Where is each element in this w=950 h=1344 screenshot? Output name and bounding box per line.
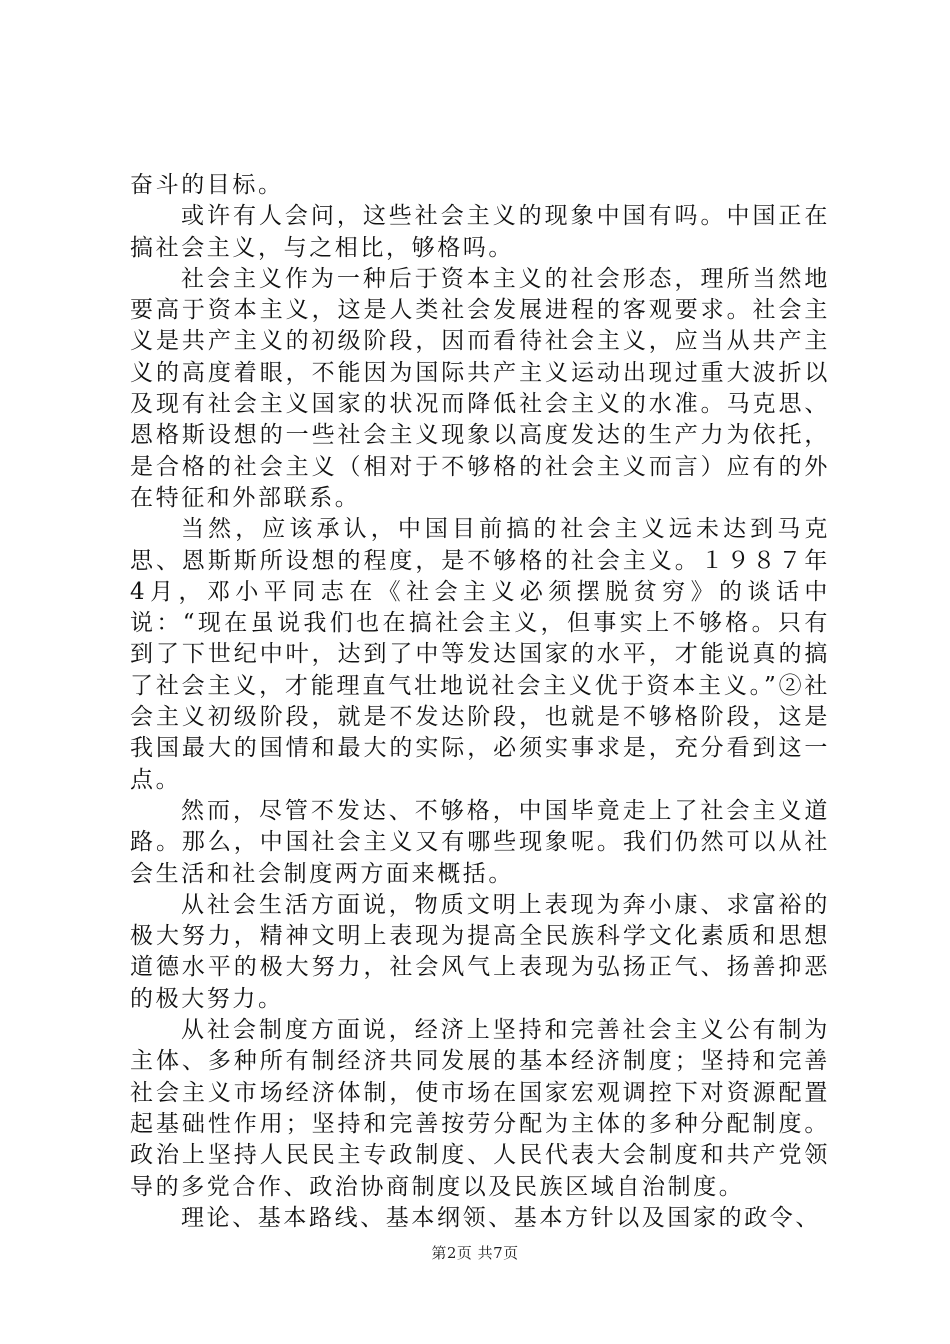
- paragraph-6: 从社会生活方面说，物质文明上表现为奔小康、求富裕的极大努力，精神文明上表现为提高全民族科学文化素质和思想道德水平的极大努力，社会风气上表现为弘扬正气、扬善抑恶的极大努力。: [130, 891, 830, 1012]
- paragraph-1: 奋斗的目标。: [130, 172, 284, 198]
- paragraph-7: 从社会制度方面说，经济上坚持和完善社会主义公有制为主体、多种所有制经济共同发展的基本经济制度；坚持和完善社会主义市场经济体制，使市场在国家宏观调控下对资源配置起基础性作用；坚持和完善按劳分配为主体的多种分配制度。政治上坚持人民民主专政制度、人民代表大会制度和共产党领导的多党合作、政治协商制度以及民族区域自治制度。: [130, 1017, 830, 1200]
- paragraph-8: 理论、基本路线、基本纲领、基本方针以及国家的政令、: [181, 1204, 821, 1231]
- page-number-label: 第2页 共7页: [431, 1244, 519, 1262]
- paragraph-2: 或许有人会问，这些社会主义的现象中国有吗。中国正在搞社会主义，与之相比，够格吗。: [130, 203, 830, 261]
- page-footer: [0, 1242, 950, 1263]
- document-body: [130, 170, 830, 1234]
- paragraph-3: 社会主义作为一种后于资本主义的社会形态，理所当然地要高于资本主义，这是人类社会发展进程的客观要求。社会主义是共产主义的初级阶段，因而看待社会主义，应当从共产主义的高度着眼，不能因为国际共产主义运动出现过重大波折以及现有社会主义国家的状况而降低社会主义的水准。马克思、恩格斯设想的一些社会主义现象以高度发达的生产力为依托，是合格的社会主义（相对于不够格的社会主义而言）应有的外在特征和外部联系。: [130, 265, 830, 511]
- paragraph-4: 当然，应该承认，中国目前搞的社会主义远未达到马克思、恩斯斯所设想的程度，是不够格的社会主义。１９８７年4月，邓小平同志在《社会主义必须摆脱贫穷》的谈话中说：“现在虽说我们也在搞社会主义，但事实上不够格。只有到了下世纪中叶，达到了中等发达国家的水平，才能说真的搞了社会主义，才能理直气壮地说社会主义优于资本主义。”②社会主义初级阶段，就是不发达阶段，也就是不够格阶段，这是我国最大的国情和最大的实际，必须实事求是，充分看到这一点。: [130, 516, 830, 793]
- paragraph-5: 然而，尽管不发达、不够格，中国毕竟走上了社会主义道路。那么，中国社会主义又有哪些现象呢。我们仍然可以从社会生活和社会制度两方面来概括。: [130, 797, 830, 887]
